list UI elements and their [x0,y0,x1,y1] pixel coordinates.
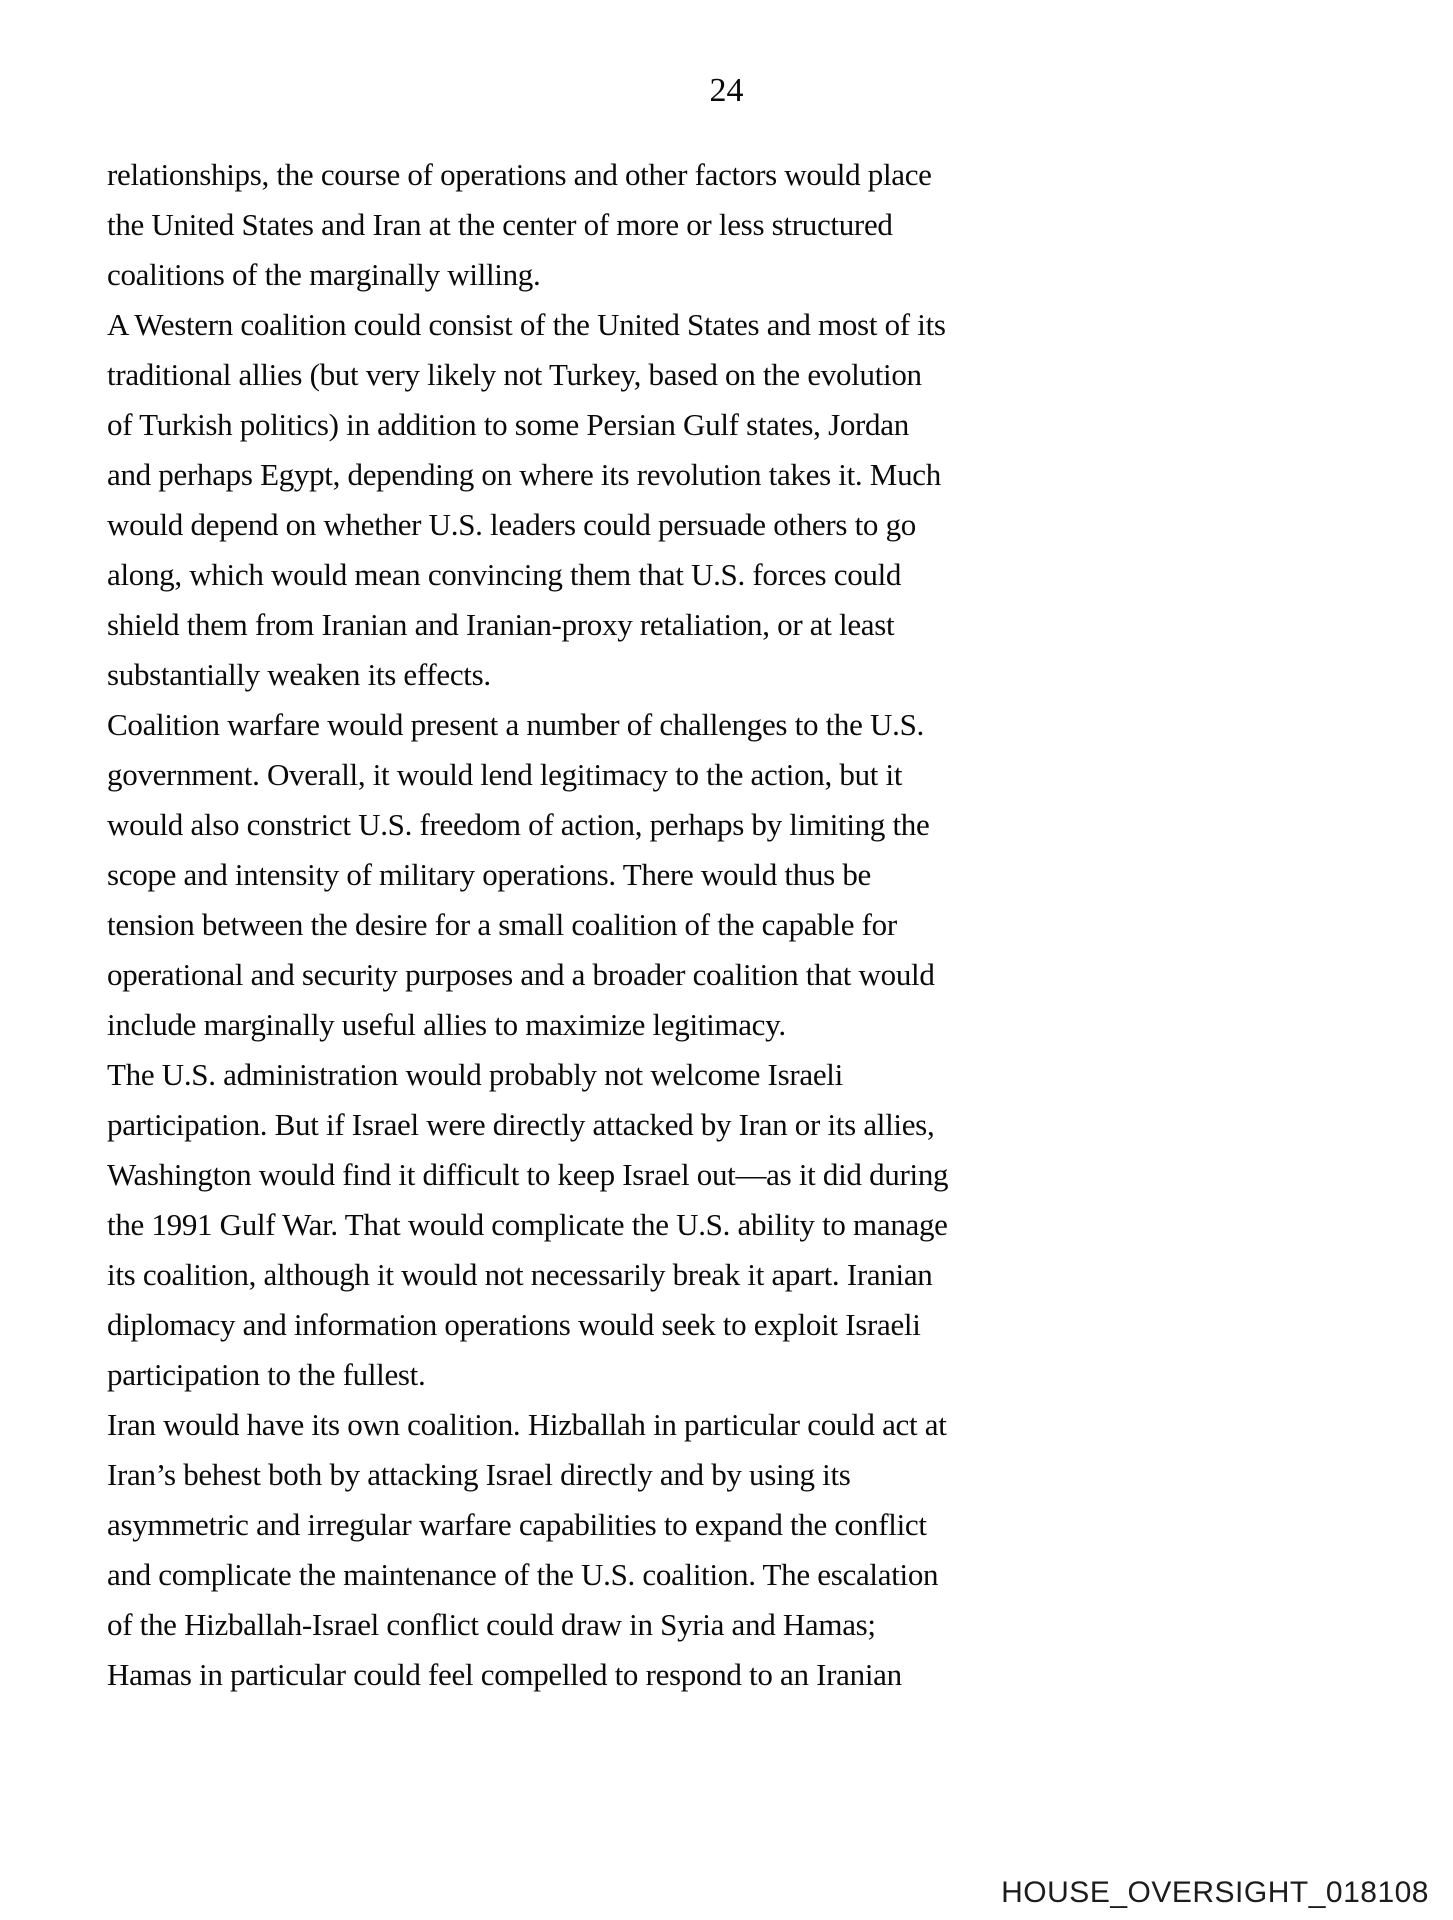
paragraph [107,700,1117,1050]
text-line: along, which would mean convincing them that U.S. forces could [107,557,902,592]
text-line: Washington would find it difficult to keep Israel out—as it did during [107,1157,949,1192]
paragraph [107,1050,1117,1400]
text-line: the 1991 Gulf War. That would complicate the U.S. ability to manage [107,1207,948,1242]
body-text [107,150,1117,1700]
text-line: its coalition, although it would not necessarily break it apart. Iranian [107,1257,933,1292]
text-line: diplomacy and information operations would seek to exploit Israeli [107,1307,921,1342]
paragraph [107,300,1117,700]
text-line: shield them from Iranian and Iranian-proxy retaliation, or at least [107,607,895,642]
text-line: include marginally useful allies to maximize legitimacy. [107,1007,786,1042]
page-number: 24 [709,72,744,109]
text-line: The U.S. administration would probably not welcome Israeli [107,1057,843,1092]
text-line: coalitions of the marginally willing. [107,257,541,292]
text-line: participation to the fullest. [107,1357,426,1392]
text-line: A Western coalition could consist of the United States and most of its [107,307,946,342]
text-line: relationships, the course of operations and other factors would place [107,157,932,192]
text-line: traditional allies (but very likely not Turkey, based on the evolution [107,357,922,392]
text-line: substantially weaken its effects. [107,657,491,692]
text-line: participation. But if Israel were directly attacked by Iran or its allies, [107,1107,935,1142]
text-line: Coalition warfare would present a number of challenges to the U.S. [107,707,924,742]
text-line: Hamas in particular could feel compelled to respond to an Iranian [107,1657,902,1692]
text-line: government. Overall, it would lend legitimacy to the action, but it [107,757,903,792]
text-line: of the Hizballah-Israel conflict could draw in Syria and Hamas; [107,1607,876,1642]
paragraph [107,150,1117,300]
text-line: tension between the desire for a small coalition of the capable for [107,907,897,942]
text-line: would depend on whether U.S. leaders could persuade others to go [107,507,916,542]
text-line: and complicate the maintenance of the U.S. coalition. The escalation [107,1557,939,1592]
text-line: would also constrict U.S. freedom of action, perhaps by limiting the [107,807,930,842]
text-line: Iran’s behest both by attacking Israel directly and by using its [107,1457,851,1492]
text-line: asymmetric and irregular warfare capabilities to expand the conflict [107,1507,927,1542]
text-line: scope and intensity of military operations. There would thus be [107,857,871,892]
text-line: the United States and Iran at the center of more or less structured [107,207,893,242]
text-line: of Turkish politics) in addition to some Persian Gulf states, Jordan [107,407,909,442]
text-line: Iran would have its own coalition. Hizballah in particular could act at [107,1407,947,1442]
text-line: and perhaps Egypt, depending on where its revolution takes it. Much [107,457,941,492]
bates-stamp: HOUSE_OVERSIGHT_018108 [1001,1876,1429,1909]
text-line: operational and security purposes and a broader coalition that would [107,957,935,992]
paragraph [107,1400,1117,1700]
